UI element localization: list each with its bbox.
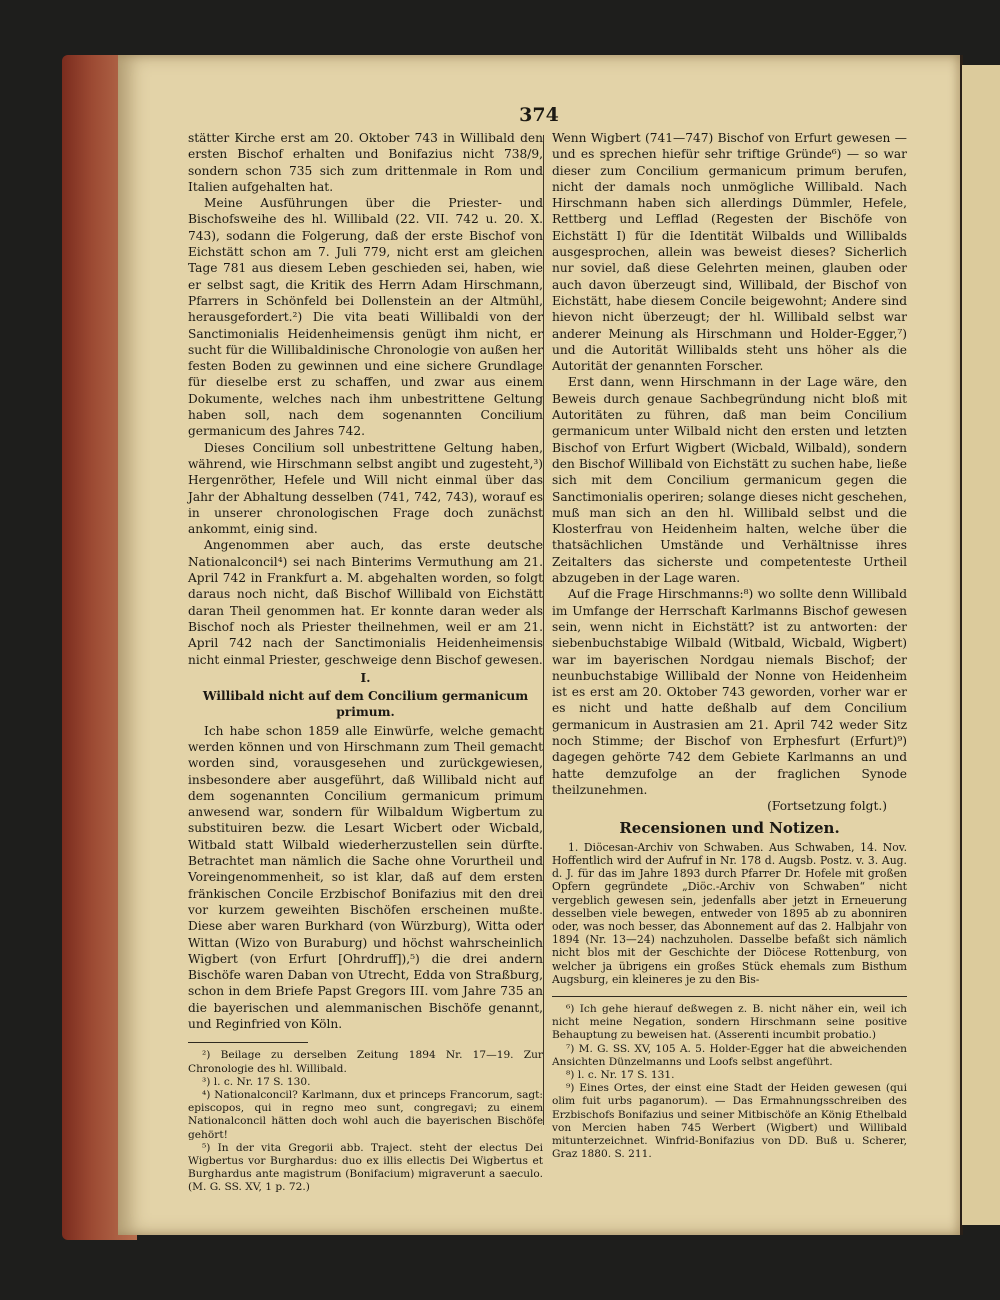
paragraph: Meine Ausführungen über die Priester- und Bischofsweihe des hl. Willibald (22. VII. 742 u. 20. X. 743), sodann die Folgerung, daß der erste Bischof von Eichstätt schon am 7. Juli 779, nicht erst am gleichen Tage 781 aus diesem Leben geschieden sei, haben, wie er selbst sagt, die Kritik des Herrn Adam Hirschmann, Pfarrers in Schönfeld bei Dollenstein an der Altmühl, herausgefordert.²) Die vita beati Willibaldi von der Sanctimonialis Heidenheimensis genügt ihm nicht, er sucht für die Willibaldinische Chronologie von außen her festen Boden zu gewinnen und eine sichere Grundlage für dieselbe erst zu schaffen, und zwar aus einem Dokumente, welches nach ihm unbestrittene Geltung haben soll, nach dem sogenannten Concilium germanicum des Jahres 742. [188, 196, 543, 439]
footnote-rule [552, 996, 907, 997]
paragraph: Wenn Wigbert (741—747) Bischof von Erfurt gewesen — und es sprechen hiefür sehr triftige Gründe⁶) — so war dieser zum Concilium germanicum primum berufen, nicht der damals noch unmögliche Willibald. Nach Hirschmann haben sich allerdings Dümmler, Hefele, Rettberg und Lefflad (Regesten der Bischöfe von Eichstätt I) für die Identität Wilbalds und Willibalds ausgesprochen, allein was beweist dieses? Sicherlich nur soviel, daß diese Gelehrten meinen, glauben oder auch davon überzeugt sind, Willibald, der Bischof von Eichstätt, habe diesem Concile beigewohnt; Andere sind hievon nicht überzeugt; der hl. Willibald selbst war anderer Meinung als Hirschmann und Holder-Egger,⁷) und die Autorität Willibalds steht uns höher als die Autorität der genannten Forscher. [552, 131, 907, 374]
paragraph: Dieses Concilium soll unbestrittene Geltung haben, während, wie Hirschmann selbst angibt und zugesteht,³) Hergenröther, Hefele und Will nicht einmal über das Jahr der Abhaltung desselben (741, 742, 743), worauf es in unserer chronologischen Frage doch zunächst ankommt, einig sind. [188, 440, 543, 537]
footnote: ²) Beilage zu derselben Zeitung 1894 Nr. 17—19. Zur Chronologie des hl. Willibald. [188, 1049, 543, 1075]
page-number: 374 [519, 104, 559, 126]
footnote-rule [188, 1042, 308, 1043]
footnote: ⁷) M. G. SS. XV, 105 A. 5. Holder-Egger hat die abweichenden Ansichten Dünzelmanns und Loofs selbst angeführt. [552, 1042, 907, 1068]
paragraph: Erst dann, wenn Hirschmann in der Lage wäre, den Beweis durch genaue Sachbegründung nicht bloß mit Autoritäten zu führen, daß man beim Concilium germanicum unter Wilbald nicht den ersten und letzten Bischof von Erfurt Wigbert (Wicbald, Wilbald), sondern den Bischof Willibald von Eichstätt zu suchen habe, ließe sich mit dem Concilium germanicum gegen die Sanctimonialis operiren; solange dieses nicht geschehen, muß man sich an den hl. Willibald selbst und die Klosterfrau von Heidenheim halten, welche über die thatsächlichen Umstände und Verhältnisse ihres Zeitalters das sicherste und competenteste Urtheil abzugeben in der Lage waren. [552, 375, 907, 586]
footnote: ⁶) Ich gehe hierauf deßwegen z. B. nicht näher ein, weil ich nicht meine Negation, sondern Hirschmann seine positive Behauptung zu beweisen hat. (Asserenti incumbit probatio.) [552, 1003, 907, 1042]
column-divider [543, 135, 544, 1125]
paragraph: Auf die Frage Hirschmanns:⁸) wo sollte denn Willibald im Umfange der Herrschaft Karlmanns Bischof gewesen sein, wenn nicht in Eichstätt? ist zu antworten: der siebenbuchstabige Wilbald (Witbald, Wicbald, Wigbert) war im bayerischen Nordgau niemals Bischof; der neunbuchstabige Willibald der Nonne von Heidenheim ist es erst am 20. Oktober 743 geworden, vorher war er es nicht und hatte deßhalb auf dem Concilium germanicum in Austrasien am 21. April 742 weder Sitz noch Stimme; der Bischof von Erphesfurt (Erfurt)⁹) dagegen gehörte 742 dem Gebiete Karlmanns an und hatte demzufolge an der fraglichen Synode theilzunehmen. [552, 587, 907, 797]
section-title: Willibald nicht auf dem Concilium germanicum primum. [202, 689, 529, 720]
continuation-note: (Fortsetzung folgt.) [767, 799, 887, 814]
right-column [552, 130, 907, 1161]
footnote: ⁵) In der vita Gregorii abb. Traject. steht der electus Dei Wigbertus vor Burghardus: duo ex illis ellectis Dei Wigbertus et Burghardus ante magistrum (Bonifacium) migraverunt a saeculo. (M. G. SS. XV, 1 p. 72.) [188, 1141, 543, 1194]
footnote: ³) l. c. Nr. 17 S. 130. [202, 1075, 311, 1088]
section-number: I. [360, 670, 371, 685]
review-paragraph: 1. Diöcesan-Archiv von Schwaben. Aus Schwaben, 14. Nov. Hoffentlich wird der Aufruf in Nr. 178 d. Augsb. Postz. v. 3. Aug. d. J. für das im Jahre 1893 durch Pfarrer Dr. Hofele mit großen Opfern gegründete „Diöc.-Archiv von Schwaben“ nicht vergeblich gewesen sein, jedenfalls aber jetzt in Erneuerung desselben viele bewegen, entweder von 1895 ab zu abonniren oder, was noch besser, das Abonnement auf das 2. Halbjahr von 1894 (Nr. 13—24) nachzuholen. Dasselbe befaßt sich nämlich nicht blos mit der Geschichte der Diöcese Rottenburg, von welcher ja übrigens ein großes Stück ehemals zum Bisthum Augsburg, ein kleineres je zu den Bis- [552, 840, 907, 986]
paragraph: Ich habe schon 1859 alle Einwürfe, welche gemacht werden können und von Hirschmann zum Theil gemacht worden sind, vorausgesehen und zurückgewiesen, insbesondere aber ausgeführt, daß Willibald nicht auf dem sogenannten Concilium germanicum primum anwesend war, sondern für Wilbaldum Wigbertum zu substituiren bezw. die Lesart Wicbert oder Wicbald, Witbald statt Wilbald wiederherzustellen sein dürfte. Betrachtet man nämlich die Sache ohne Vorurtheil und Voreingenommenheit, so ist klar, daß auf dem ersten fränkischen Concile Erzbischof Bonifazius mit den drei vor kurzem geweihten Bischöfen erscheinen mußte. Diese aber waren Burkhard (von Würzburg), Witta oder Wittan (Wizo von Buraburg) und höchst wahrscheinlich Wigbert (von Erfurt [Ohrdruff]),⁵) die drei andern Bischöfe waren Daban von Utrecht, Edda von Straßburg, schon in dem Briefe Papst Gregors III. vom Jahre 735 an die bayerischen und alemmanischen Bischöfe genannt, und Reginfried von Köln. [188, 723, 543, 1032]
adjacent-page-edge [962, 65, 1000, 1225]
footnote: ⁴) Nationalconcil? Karlmann, dux et princeps Francorum, sagt: episcopos, qui in regno meo sunt, congregavi; zu einem Nationalconcil hätten doch wohl auch die bayerischen Bischöfe gehört! [188, 1088, 543, 1141]
left-column [188, 130, 543, 1195]
paragraph: Angenommen aber auch, das erste deutsche Nationalconcil⁴) sei nach Binterims Vermuthung am 21. April 742 in Frankfurt a. M. abgehalten worden, so folgt daraus noch nicht, daß Bischof Willibald von Eichstätt daran Theil genommen hat. Er konnte daran weder als Bischof noch als Priester theilnehmen, weil er am 21. April 742 nach der Sanctimonialis Heidenheimensis nicht einmal Priester, geschweige denn Bischof gewesen. [188, 538, 543, 667]
paragraph: stätter Kirche erst am 20. Oktober 743 in Willibald den ersten Bischof erhalten und Bonifazius nicht 738/9, sondern schon 735 sich zum drittenmale in Rom und Italien aufgehalten hat. [188, 131, 543, 194]
footnote: ⁸) l. c. Nr. 17 S. 131. [566, 1069, 675, 1082]
footnote: ⁹) Eines Ortes, der einst eine Stadt der Heiden gewesen (qui olim fuit urbs paganorum). — Das Ermahnungsschreiben des Erzbischofs Bonifazius und seiner Mitbischöfe an König Ethelbald von Mercien haben 745 Werbert (Wigbert) und Willibald mitunterzeichnet. Winfrid-Bonifazius von DD. Buß u. Scherer, Graz 1880. S. 211. [552, 1082, 907, 1161]
review-heading: Recensionen und Notizen. [619, 819, 840, 838]
